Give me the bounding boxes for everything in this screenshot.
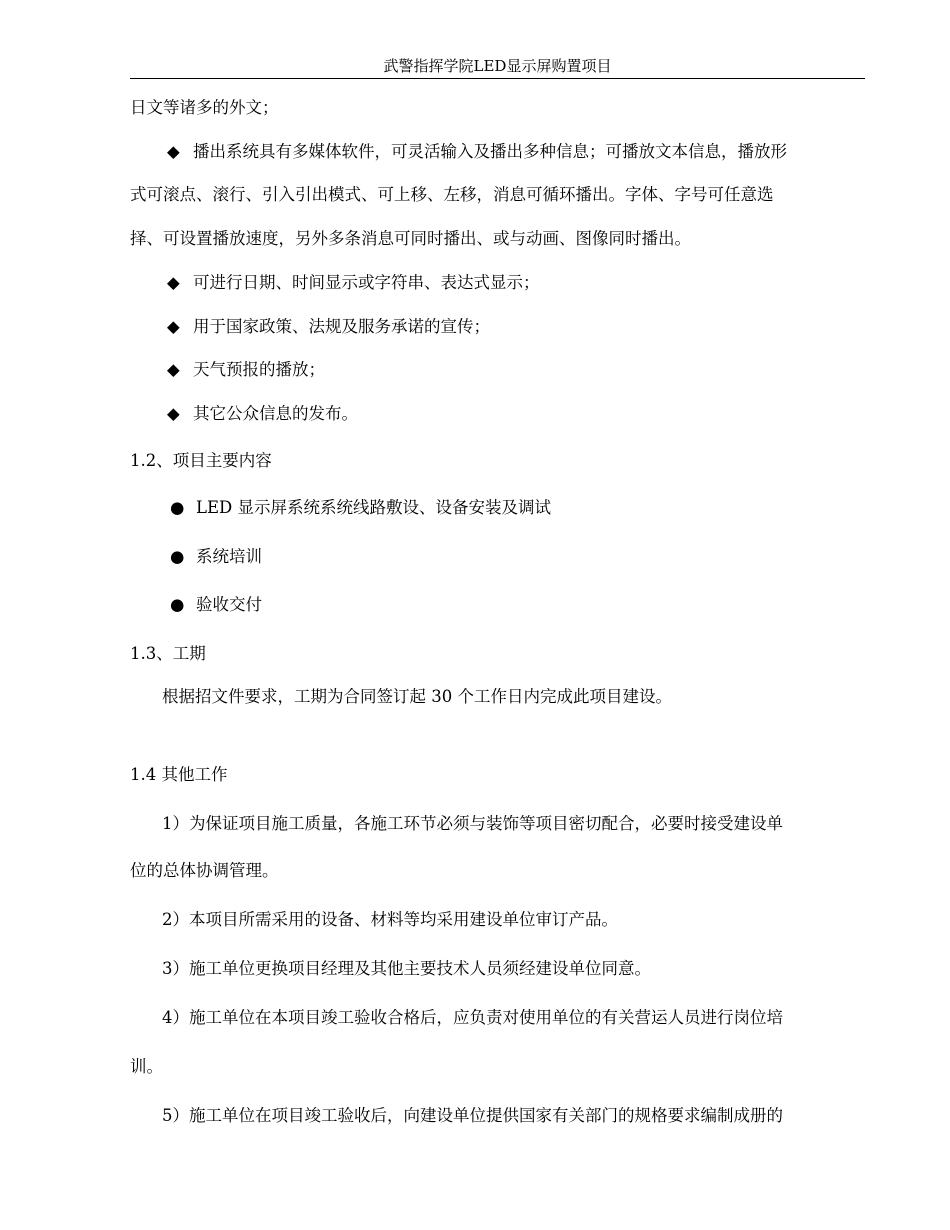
- circle-bullet-icon: ●: [170, 595, 185, 614]
- circle-bullet-icon: ●: [170, 547, 185, 566]
- list-item-3: 3）施工单位更换项目经理及其他主要技术人员须经建设单位同意。: [162, 959, 651, 978]
- bullet-text: 可进行日期、时间显示或字符串、表达式显示；: [193, 273, 540, 292]
- bullet-item-weather: [167, 359, 907, 381]
- bullet-text: 系统培训: [196, 547, 262, 566]
- bullet-text: 其它公众信息的发布。: [193, 404, 358, 423]
- list-item-1-continuation: 位的总体协调管理。: [130, 861, 279, 880]
- content-item-delivery: [170, 594, 910, 616]
- bullet-text: LED 显示屏系统系统线路敷设、设备安装及调试: [196, 498, 551, 517]
- paragraph-continued: 日文等诸多的外文；: [130, 98, 279, 117]
- diamond-bullet-icon: ◆: [167, 142, 180, 161]
- list-item-1: 1）为保证项目施工质量，各施工环节必须与装饰等项目密切配合，必要时接受建设单: [162, 814, 783, 833]
- schedule-paragraph: 根据招文件要求，工期为合同签订起 30 个工作日内完成此项目建设。: [162, 687, 672, 706]
- diamond-bullet-icon: ◆: [167, 317, 180, 336]
- list-item-4: 4）施工单位在本项目竣工验收合格后，应负责对使用单位的有关营运人员进行岗位培: [162, 1008, 783, 1027]
- bullet-text: 用于国家政策、法规及服务承诺的宣传；: [193, 317, 490, 336]
- bullet-item-playback-system: [167, 141, 907, 163]
- list-item-4-continuation: 训。: [130, 1057, 163, 1076]
- diamond-bullet-icon: ◆: [167, 273, 180, 292]
- content-item-installation: [170, 497, 910, 519]
- bullet-item-policy: [167, 316, 907, 338]
- header-rule: [130, 78, 865, 79]
- bullet-item-public-info: [167, 403, 907, 425]
- list-item-5: 5）施工单位在项目竣工验收后，向建设单位提供国家有关部门的规格要求编制成册的: [162, 1106, 783, 1125]
- running-header: 武警指挥学院LED显示屏购置项目: [383, 57, 612, 75]
- diamond-bullet-icon: ◆: [167, 360, 180, 379]
- list-item-2: 2）本项目所需采用的设备、材料等均采用建设单位审订产品。: [162, 910, 618, 929]
- section-heading-1-4: 1.4 其他工作: [130, 765, 228, 784]
- bullet-text: 播出系统具有多媒体软件，可灵活输入及播出多种信息；可播放文本信息，播放形: [193, 142, 787, 161]
- bullet-item-date-time: [167, 272, 907, 294]
- diamond-bullet-icon: ◆: [167, 404, 180, 423]
- bullet-text: 天气预报的播放；: [193, 360, 325, 379]
- circle-bullet-icon: ●: [170, 498, 185, 517]
- bullet-continuation: 择、可设置播放速度，另外多条消息可同时播出、或与动画、图像同时播出。: [130, 229, 691, 248]
- bullet-continuation: 式可滚点、滚行、引入引出模式、可上移、左移，消息可循环播出。字体、字号可任意选: [130, 185, 774, 204]
- section-heading-1-2: 1.2、项目主要内容: [130, 451, 272, 470]
- bullet-text: 验收交付: [196, 595, 262, 614]
- section-heading-1-3: 1.3、工期: [130, 644, 206, 663]
- content-item-training: [170, 546, 910, 568]
